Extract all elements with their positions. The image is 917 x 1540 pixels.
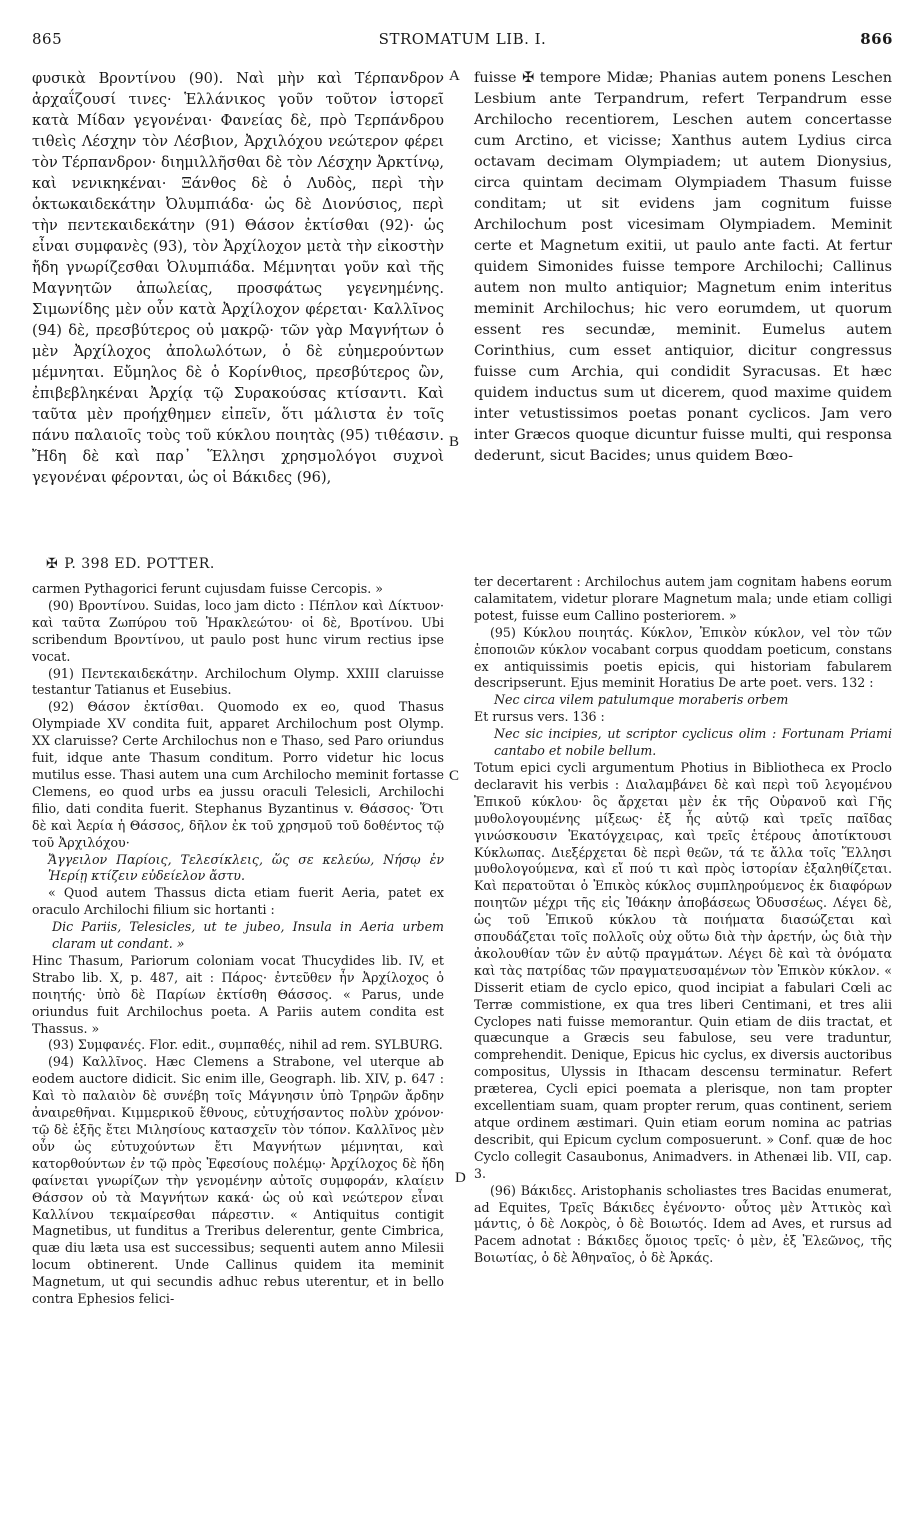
latin-paragraph: fuisse ✠ tempore Midæ; Phanias autem ponens Leschen Lesbium ante Terpandrum, refert Terpandrum esse Archilocho recentiorem, Leschen autem concertasse cum Arctino, et vicisse; Xanthus autem Lydius circa octavam decimam Olympiadem; ut autem Dionysius, circa quintam decimam Olympiadem Thasum fuisse conditam; ut sit evidens jam cognitum fuisse Archilochum post vicesimam Olympiadem. Meminit certe et Magnetum exitii, ut paulo ante facti. At fertur quidem Simonides fuisse tempore Archilochi; Callinus autem non multo antiquior; Magnetum enim interitus meminit Archilochus; hic vero eorumdem, ut quorum essent res secundæ, meminit. Eumelus autem Corinthius, cum esset antiquior, dicitur congressus fuisse cum Archia, qui condidit Syracusas. Et hæc quidem inductus sum ut dicerem, quod maxime quidem inter vetustissimos poetas ponant cyclicos. Jam vero inter Græcos quoque dicuntur fuisse multi, qui responsa dederunt, sicut Bacides; unus quidem Bœo- [474,70,892,464]
note-text: ter decertarent : Archilochus autem jam cognitam habens eorum calamitatem, videtur plorare Magnetum mala; unde etiam colligi potest, fuisse eum Callino posteriorem. » [474,574,892,623]
page-number-right: 866 [860,30,893,48]
horace-verse: Nec circa vilem patulumque moraberis orbem [494,692,789,708]
page-number-left: 865 [32,30,63,48]
running-title: STROMATUM LIB. I. [378,30,547,48]
greek-main-text [32,68,444,488]
note-91: (91) Πεντεκαιδεκάτην. Archilochum Olymp. XXIII claruisse testantur Tatianus et Eusebius. [32,665,444,698]
margin-letter-b: B [449,434,460,450]
cross-star-icon: ✠ [46,556,59,572]
notes-right-column [474,574,892,1267]
oracle-verse-latin: Dic Pariis, Telesicles, ut te jubeo, Insula in Aeria urbem claram ut condant. » [52,919,444,952]
horace-verse: Nec sic incipies, ut scriptor cyclicus olim : Fortunam Priami cantabo et nobile bellum. [494,726,892,759]
note-text: Et rursus vers. 136 : [474,709,605,725]
note-text: carmen Pythagorici ferunt cujusdam fuisse Cercopis. » [32,581,383,596]
note-94: (94) Καλλῖνος. Hæc Clemens a Strabone, vel uterque ab eodem auctore didicit. Sic enim ille, Geograph. lib. XIV, p. 647 : Καὶ τὸ παλαιὸν δὲ συνέβη τοῖς Μάγνησιν ὑπὸ Τρηρῶν ἄρδην ἀναιρεθῆναι. Κιμμερικοῦ ἔθνους, εὐτυχήσαντος πολὺν χρόνον· τῷ δὲ ἑξῆς ἔτει Μιλησίους κατασχεῖν τὸν τόπον. Καλλῖνος μὲν οὖν ὡς εὐτυχούντων ἔτι Μαγνήτων μέμνηται, καὶ κατορθούντων ἐν τῷ πρὸς Ἐφεσίους πολέμῳ· Ἀρχίλοχος δὲ ἤδη φαίνεται γνωρίζων τὴν γενομένην αὐτοῖς συμφοράν, κλαίειν Θάσσον οὐ τὰ Μαγνήτων κακά· ὡς οὐ καὶ νεώτερον εἶναι Καλλίνου τεκμαίρεσθαι πάρεστιν. « Antiquitus contigit Magnetibus, ut funditus a Treribus delerentur, gente Cimbrica, quæ diu læta usa est successibus; sequenti autem anno Milesii locum obtinerent. Unde Callinus quidem ita meminit Magnetum, ut qui secundis adhuc rebus uterentur, et in bello contra Ephesios felici- [32,1054,444,1307]
potter-label: P. 398 ED. POTTER. [64,556,215,572]
latin-main-text [474,68,892,467]
note-text: Totum epici cycli argumentum Photius in Bibliotheca ex Proclo declaravit his verbis : Διαλαμβάνει δὲ καὶ περὶ τοῦ λεγομένου Ἐπικοῦ κύκλου· ὃς ἄρχεται μὲν ἐκ τῆς Οὐρανοῦ καὶ Γῆς μυθολογουμένης μίξεως· ἐξ ἧς αὐτῷ καὶ τρεῖς παῖδας γινώσκουσιν Ἑκατόγχειρας, καὶ τρεῖς ἑτέρους ἀποτίκτουσι Κύκλωπας. Διεξέρχεται δὲ περὶ θεῶν, τά τε ἄλλα τοῖς Ἕλλησι μυθολογούμενα, καὶ εἴ πού τι καὶ πρὸς ἱστορίαν ἐξαληθίζεται. Καὶ περατοῦται ὁ Ἐπικὸς κύκλος συμπληρούμενος ἐκ διαφόρων ποιητῶν μέχρι τῆς εἰς Ἰθάκην ἀποβάσεως Ὀδυσσέως. Λέγει δὲ, ὡς τοῦ Ἐπικοῦ κύκλου τὰ ποιήματα διασώζεται καὶ σπουδάζεται τοῖς πολλοῖς οὐχ οὕτω διὰ τὴν ἀρετήν, ὡς διὰ τὴν ἀκολουθίαν τῶν ἐν αὐτῷ πραγμάτων. Λέγει δὲ καὶ τὰ ὀνόματα καὶ τὰς πατρίδας τῶν πραγματευσαμένων τὸν Ἐπικὸν κύκλον. « Disserit etiam de cyclo epico, quod incipiat a fabulari Cœli ac Terræ commistione, ex qua tres liberi Centimani, et tres alii Cyclopes nati fuisse memorantur. Quin etiam de diis tractat, et quæcunque a Græcis seu fabulose, seu vere traduntur, comprehendit. Denique, Epicus hic cyclus, ex diversis auctoribus compositus, Ulyssis in Ithacam descensu terminatur. Refert præterea, Cycli epici poemata a plerisque, non tam propter excellentiam suam, quam propter rerum, quas continent, seriem atque ordinem æstimari. Quin etiam eorum nomina ac patrias describit, qui Epicum cyclum composuerunt. » Conf. quæ de hoc Cyclo collegit Casaubonus, Animadvers. in Athenæi lib. VII, cap. 3. [474,759,892,1181]
margin-letter-c: C [449,768,460,784]
margin-letter-d: D [455,1170,466,1186]
potter-reference [46,556,215,572]
oracle-verse-greek: Ἄγγειλον Παρίοις, Τελεσίκλεις, ὥς σε κελεύω, Νήσῳ ἐν Ἠερίῃ κτίζειν εὐδείελον ἄστυ. [48,851,444,884]
note-96: (96) Βάκιδες. Aristophanis scholiastes tres Bacidas enumerat, ad Equites, Τρεῖς Βάκιδες ἐγένοντο· οὗτος μὲν Ἀττικὸς καὶ μάντις, ὁ δὲ Λοκρὸς, ὁ δὲ Βοιωτός. Idem ad Aves, et rursus ad Pacem adnotat : Βάκιδες ὅμοιος τρεῖς· ὁ μὲν, ἐξ Ἐλεῶνος, τῆς Βοιωτίας, ὁ δὲ Ἀθηναῖος, ὁ δὲ Ἀρκάς. [474,1182,892,1266]
margin-letter-a: A [449,68,460,84]
note-92: (92) Θάσον ἐκτίσθαι. Quomodo ex eo, quod Thasus Olympiade XV condita fuit, apparet Archilochum post Olymp. XX claruisse? Certe Archilochus non e Thaso, sed Paro oriundus fuit, idque ante Thasum conditum. Porro videtur hic locus mutilus esse. Thasi autem una cum Archilocho meminit fortasse Clemens, eo quod urbs ea jussu oraculi Telesicli, Archilochi filio, dati condita fuerit. Stephanus Byzantinus v. Θάσσος· Ὅτι δὲ καὶ Ἀερία ἡ Θάσσος, δῆλον ἐκ τοῦ χρησμοῦ τοῦ δοθέντος τῷ τοῦ Ἀρχιλόχου· [32,699,444,850]
notes-left-column [32,581,444,1308]
running-header [32,30,893,56]
note-text: « Quod autem Thassus dicta etiam fuerit Aeria, patet ex oraculo Archilochi filium sic hortanti : [32,885,444,918]
note-text: Hinc Thasum, Pariorum coloniam vocat Thucydides lib. IV, et Strabo lib. X, p. 487, ait : Πάρος· ἐντεῦθεν ἦν Ἀρχίλοχος ὁ ποιητής· ὑπὸ δὲ Παρίων ἐκτίσθη Θάσσος. « Parus, unde oriundus fuit Archilochus poeta. A Pariis autem condita est Thassus. » [32,952,444,1036]
note-90: (90) Βροντίνου. Suidas, loco jam dicto : Πέπλον καὶ Δίκτυον· καὶ ταῦτα Ζωπύρου τοῦ Ἡρακλεώτου· οἱ δὲ, Βροτίνου. Ubi scribendum Βροντίνου, ut paulo post hunc virum rectius ipse vocat. [32,597,444,664]
note-93: (93) Συμφανές. Flor. edit., συμπαθές, nihil ad rem. SYLBURG. [48,1037,443,1053]
note-95: (95) Κύκλου ποιητάς. Κύκλον, Ἐπικὸν κύκλον, vel τὸν τῶν ἐποποιῶν κύκλον vocabant corpus quoddam poeticum, constans ex antiquissimis poetis epicis, qui historiam fabularem descripserunt. Ejus meminit Horatius De arte poet. vers. 132 : [474,624,892,691]
greek-paragraph: φυσικὰ Βροντίνου (90). Ναὶ μὴν καὶ Τέρπανδρον ἀρχαΐζουσί τινες· Ἑλλάνικος γοῦν τοῦτον ἱστορεῖ κατὰ Μίδαν γεγονέναι· Φανείας δὲ, πρὸ Τερπάνδρου τιθεὶς Λέσχην τὸν Λέσβιον, Ἀρχιλόχου νεώτερον φέρει τὸν Τέρπανδρον· διημιλλῆσθαι δὲ τὸν Λέσχην Ἀρκτίνῳ, καὶ νενικηκέναι· Ξάνθος δὲ ὁ Λυδὸς, περὶ τὴν ὀκτωκαιδεκάτην Ὀλυμπιάδα· ὡς δὲ Διονύσιος, περὶ τὴν πεντεκαιδεκάτην (91) Θάσον ἐκτίσθαι (92)· ὡς εἶναι συμφανὲς (93), τὸν Ἀρχίλοχον μετὰ τὴν εἰκοστὴν ἤδη γνωρίζεσθαι Ὀλυμπιάδα. Μέμνηται γοῦν καὶ τῆς Μαγνητῶν ἀπωλείας, προσφάτως γεγενημένης. Σιμωνίδης μὲν οὖν κατὰ Ἀρχίλοχον φέρεται· Καλλῖνος (94) δὲ, πρεσβύτερος οὐ μακρῷ· τῶν γὰρ Μαγνήτων ὁ μὲν Ἀρχίλοχος ἀπολωλότων, ὁ δὲ εὐημερούντων μέμνηται. Εὔμηλος δὲ ὁ Κορίνθιος, πρεσβύτερος ὢν, ἐπιβεβληκέναι Ἀρχίᾳ τῷ Συρακούσας κτίσαντι. Καὶ ταῦτα μὲν προήχθημεν εἰπεῖν, ὅτι μάλιστα ἐν τοῖς πάνυ παλαιοῖς τοὺς τοῦ κύκλου ποιητὰς (95) τιθέασιν. Ἤδη δὲ καὶ παρ᾽ Ἕλλησι χρησμολόγοι συχνοὶ γεγονέναι φέρονται, ὡς οἱ Βάκιδες (96), [32,70,444,486]
